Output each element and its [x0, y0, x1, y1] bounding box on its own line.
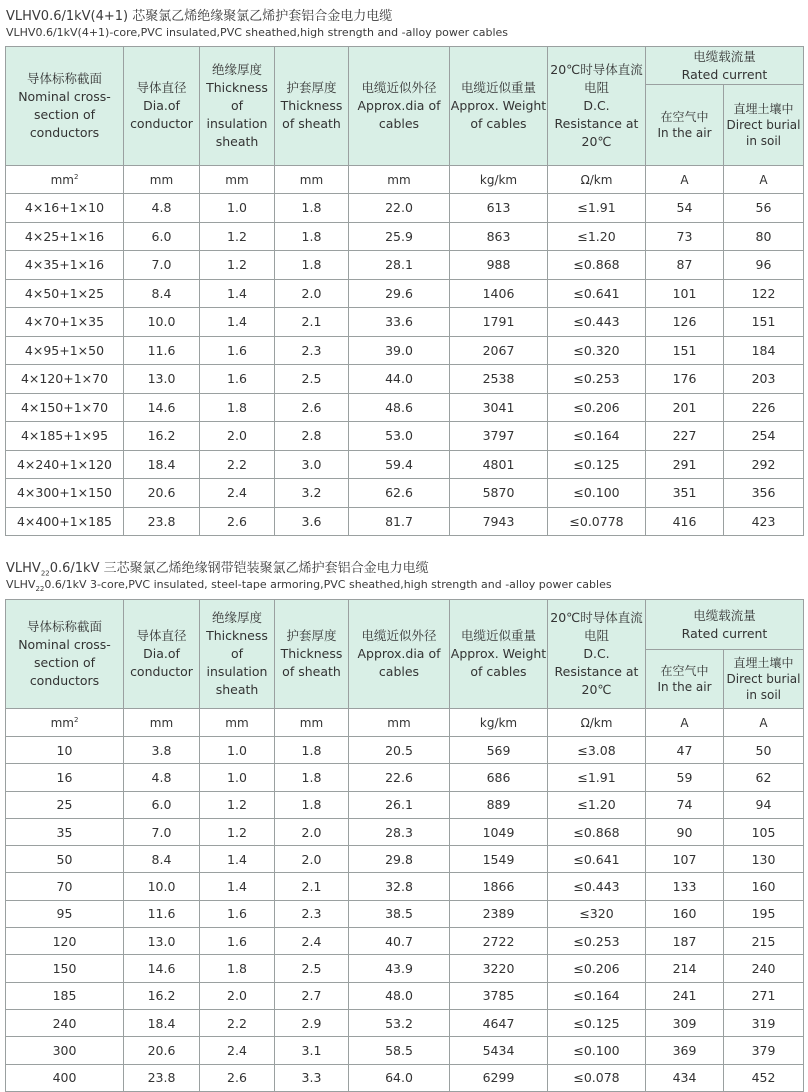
cell-approx-weight: 3785	[450, 982, 548, 1009]
header-in-air: 在空气中 In the air	[646, 650, 724, 709]
cell-conductor-dia: 7.0	[124, 818, 200, 845]
cell-sheath-thickness: 2.5	[275, 955, 349, 982]
unit-air: A	[646, 166, 724, 194]
cell-approx-weight: 1049	[450, 818, 548, 845]
cell-approx-dia: 22.0	[349, 194, 450, 223]
cell-conductor-dia: 18.4	[124, 450, 200, 479]
unit-air: A	[646, 709, 724, 737]
cell-current-air: 241	[646, 982, 724, 1009]
cell-sheath-thickness: 2.1	[275, 308, 349, 337]
cell-sheath-thickness: 3.3	[275, 1064, 349, 1091]
section1-title-en: VLHV0.6/1kV(4+1)-core,PVC insulated,PVC sheathed,high strength and -alloy power cables	[6, 26, 509, 39]
cell-nominal-section: 4×70+1×35	[6, 308, 124, 337]
cell-approx-dia: 81.7	[349, 507, 450, 536]
cell-approx-dia: 62.6	[349, 479, 450, 508]
header-dc-resistance: 20℃时导体直流电阻 D.C. Resistance at 20℃	[548, 600, 646, 709]
header-rated-current: 电缆载流量 Rated current	[646, 47, 804, 85]
cell-insulation-thickness: 1.0	[200, 737, 275, 764]
cell-conductor-dia: 23.8	[124, 1064, 200, 1091]
cell-insulation-thickness: 1.8	[200, 955, 275, 982]
unit-od: mm	[349, 709, 450, 737]
cell-approx-dia: 58.5	[349, 1037, 450, 1064]
cell-approx-dia: 29.6	[349, 279, 450, 308]
cell-nominal-section: 10	[6, 737, 124, 764]
cell-conductor-dia: 10.0	[124, 873, 200, 900]
table-row	[6, 764, 804, 791]
cell-current-air: 176	[646, 365, 724, 394]
cell-approx-dia: 20.5	[349, 737, 450, 764]
cell-nominal-section: 95	[6, 900, 124, 927]
cell-nominal-section: 120	[6, 928, 124, 955]
cell-approx-weight: 889	[450, 791, 548, 818]
cell-dc-resistance: ≤0.100	[548, 1037, 646, 1064]
table-row	[6, 846, 804, 873]
unit-weight: kg/km	[450, 709, 548, 737]
cell-insulation-thickness: 1.6	[200, 900, 275, 927]
cell-approx-weight: 2067	[450, 336, 548, 365]
table-row	[6, 450, 804, 479]
cell-sheath-thickness: 1.8	[275, 737, 349, 764]
cell-conductor-dia: 18.4	[124, 1009, 200, 1036]
cell-current-soil: 184	[724, 336, 804, 365]
cell-insulation-thickness: 1.4	[200, 279, 275, 308]
cell-approx-weight: 1549	[450, 846, 548, 873]
cell-current-soil: 356	[724, 479, 804, 508]
cell-insulation-thickness: 1.4	[200, 873, 275, 900]
cell-sheath-thickness: 2.1	[275, 873, 349, 900]
cell-sheath-thickness: 1.8	[275, 791, 349, 818]
cell-approx-weight: 4801	[450, 450, 548, 479]
cell-current-soil: 80	[724, 222, 804, 251]
cell-current-soil: 94	[724, 791, 804, 818]
cell-sheath-thickness: 2.6	[275, 393, 349, 422]
cell-approx-weight: 1791	[450, 308, 548, 337]
table-row	[6, 336, 804, 365]
cell-conductor-dia: 16.2	[124, 982, 200, 1009]
cell-dc-resistance: ≤1.91	[548, 194, 646, 223]
unit-dia: mm	[124, 166, 200, 194]
cell-insulation-thickness: 1.0	[200, 194, 275, 223]
cell-dc-resistance: ≤0.125	[548, 450, 646, 479]
cell-approx-dia: 26.1	[349, 791, 450, 818]
header-insulation-thickness: 绝缘厚度 Thickness of insulation sheath	[200, 47, 275, 166]
cell-sheath-thickness: 2.9	[275, 1009, 349, 1036]
cell-dc-resistance: ≤3.08	[548, 737, 646, 764]
unit-ins: mm	[200, 166, 275, 194]
header-approx-dia: 电缆近似外径 Approx.dia of cables	[349, 600, 450, 709]
header-in-soil: 直埋土壤中 Direct burial in soil	[724, 650, 804, 709]
cell-sheath-thickness: 1.8	[275, 251, 349, 280]
cell-conductor-dia: 16.2	[124, 422, 200, 451]
cell-nominal-section: 150	[6, 955, 124, 982]
cell-conductor-dia: 4.8	[124, 194, 200, 223]
cell-dc-resistance: ≤0.125	[548, 1009, 646, 1036]
cell-conductor-dia: 6.0	[124, 791, 200, 818]
cell-insulation-thickness: 2.0	[200, 422, 275, 451]
table-row	[6, 928, 804, 955]
cell-conductor-dia: 20.6	[124, 1037, 200, 1064]
cell-sheath-thickness: 2.5	[275, 365, 349, 394]
cell-current-soil: 379	[724, 1037, 804, 1064]
cell-dc-resistance: ≤0.164	[548, 982, 646, 1009]
cell-nominal-section: 16	[6, 764, 124, 791]
section2-title-cn: $VLHV_{22}0.6/1kV$ 三芯聚氯乙烯绝缘钢带铠装聚氯乙烯护套铝合金电力电缆	[6, 561, 429, 578]
cell-current-soil: 50	[724, 737, 804, 764]
header-insulation-thickness: 绝缘厚度 Thickness of insulation sheath	[200, 600, 275, 709]
cell-nominal-section: 4×240+1×120	[6, 450, 124, 479]
cell-conductor-dia: 7.0	[124, 251, 200, 280]
cell-current-air: 187	[646, 928, 724, 955]
cell-dc-resistance: ≤1.91	[548, 764, 646, 791]
cell-insulation-thickness: 2.4	[200, 479, 275, 508]
cell-current-air: 309	[646, 1009, 724, 1036]
cell-approx-weight: 3797	[450, 422, 548, 451]
cell-approx-weight: 686	[450, 764, 548, 791]
cell-current-air: 107	[646, 846, 724, 873]
cell-approx-dia: 29.8	[349, 846, 450, 873]
cell-dc-resistance: ≤0.641	[548, 279, 646, 308]
cell-sheath-thickness: 2.0	[275, 818, 349, 845]
cell-approx-weight: 613	[450, 194, 548, 223]
cell-nominal-section: 185	[6, 982, 124, 1009]
cell-approx-dia: 28.1	[349, 251, 450, 280]
cell-nominal-section: 70	[6, 873, 124, 900]
cell-approx-weight: 3041	[450, 393, 548, 422]
cell-conductor-dia: 11.6	[124, 336, 200, 365]
cell-insulation-thickness: 1.2	[200, 251, 275, 280]
cell-current-soil: 240	[724, 955, 804, 982]
cell-current-soil: 122	[724, 279, 804, 308]
cell-current-soil: 452	[724, 1064, 804, 1091]
unit-weight: kg/km	[450, 166, 548, 194]
table-row	[6, 873, 804, 900]
cell-sheath-thickness: 2.8	[275, 422, 349, 451]
cell-current-soil: 56	[724, 194, 804, 223]
cell-conductor-dia: 13.0	[124, 365, 200, 394]
cell-dc-resistance: ≤0.320	[548, 336, 646, 365]
cell-nominal-section: 4×120+1×70	[6, 365, 124, 394]
cell-dc-resistance: ≤0.443	[548, 308, 646, 337]
cell-current-soil: 62	[724, 764, 804, 791]
cell-current-soil: 423	[724, 507, 804, 536]
header-approx-weight: 电缆近似重量 Approx. Weight of cables	[450, 47, 548, 166]
cell-dc-resistance: ≤0.443	[548, 873, 646, 900]
cell-sheath-thickness: 3.0	[275, 450, 349, 479]
cell-current-air: 369	[646, 1037, 724, 1064]
cell-dc-resistance: ≤0.0778	[548, 507, 646, 536]
cell-approx-dia: 40.7	[349, 928, 450, 955]
unit-nominal: $mm^2$	[6, 166, 124, 194]
cell-current-air: 151	[646, 336, 724, 365]
cell-insulation-thickness: 1.8	[200, 393, 275, 422]
cell-approx-dia: 44.0	[349, 365, 450, 394]
table-row	[6, 393, 804, 422]
cell-current-air: 227	[646, 422, 724, 451]
cell-current-soil: 160	[724, 873, 804, 900]
cell-nominal-section: 240	[6, 1009, 124, 1036]
cell-approx-dia: 39.0	[349, 336, 450, 365]
table-row	[6, 791, 804, 818]
cable-spec-table-4plus1	[5, 46, 804, 536]
unit-soil: A	[724, 709, 804, 737]
cell-current-soil: 151	[724, 308, 804, 337]
cell-approx-weight: 4647	[450, 1009, 548, 1036]
cell-insulation-thickness: 2.6	[200, 1064, 275, 1091]
table-row	[6, 308, 804, 337]
cell-sheath-thickness: 3.1	[275, 1037, 349, 1064]
cell-current-air: 126	[646, 308, 724, 337]
header-conductor-dia: 导体直径 Dia.of conductor	[124, 600, 200, 709]
cell-dc-resistance: ≤0.206	[548, 955, 646, 982]
table-row	[6, 251, 804, 280]
cell-current-soil: 195	[724, 900, 804, 927]
cell-conductor-dia: 20.6	[124, 479, 200, 508]
cell-approx-dia: 48.6	[349, 393, 450, 422]
cell-current-soil: 226	[724, 393, 804, 422]
unit-nominal: $mm^2$	[6, 709, 124, 737]
cell-conductor-dia: 6.0	[124, 222, 200, 251]
cell-approx-weight: 988	[450, 251, 548, 280]
header-nominal-section: 导体标称截面 Nominal cross-section of conductors	[6, 47, 124, 166]
cell-dc-resistance: ≤1.20	[548, 222, 646, 251]
cell-nominal-section: 35	[6, 818, 124, 845]
cell-current-air: 47	[646, 737, 724, 764]
table-row	[6, 818, 804, 845]
cell-insulation-thickness: 2.0	[200, 982, 275, 1009]
cell-approx-dia: 48.0	[349, 982, 450, 1009]
cell-current-air: 214	[646, 955, 724, 982]
cell-approx-weight: 2389	[450, 900, 548, 927]
cell-conductor-dia: 8.4	[124, 846, 200, 873]
cell-sheath-thickness: 2.0	[275, 279, 349, 308]
table-row	[6, 1037, 804, 1064]
cell-dc-resistance: ≤0.206	[548, 393, 646, 422]
cell-nominal-section: 4×25+1×16	[6, 222, 124, 251]
cell-sheath-thickness: 2.0	[275, 846, 349, 873]
cell-sheath-thickness: 1.8	[275, 222, 349, 251]
cell-dc-resistance: ≤1.20	[548, 791, 646, 818]
cell-insulation-thickness: 1.4	[200, 308, 275, 337]
cell-conductor-dia: 3.8	[124, 737, 200, 764]
table-row	[6, 737, 804, 764]
table-row	[6, 222, 804, 251]
cell-insulation-thickness: 1.2	[200, 791, 275, 818]
cell-sheath-thickness: 2.3	[275, 900, 349, 927]
unit-ins: mm	[200, 709, 275, 737]
cell-current-air: 87	[646, 251, 724, 280]
cell-insulation-thickness: 1.6	[200, 336, 275, 365]
cell-approx-dia: 53.0	[349, 422, 450, 451]
unit-od: mm	[349, 166, 450, 194]
cell-sheath-thickness: 2.7	[275, 982, 349, 1009]
cell-insulation-thickness: 1.6	[200, 928, 275, 955]
cell-nominal-section: 4×150+1×70	[6, 393, 124, 422]
unit-res: Ω/km	[548, 709, 646, 737]
cell-insulation-thickness: 1.4	[200, 846, 275, 873]
cell-current-soil: 254	[724, 422, 804, 451]
header-approx-weight: 电缆近似重量 Approx. Weight of cables	[450, 600, 548, 709]
cell-approx-weight: 3220	[450, 955, 548, 982]
cell-current-soil: 292	[724, 450, 804, 479]
cell-approx-weight: 1406	[450, 279, 548, 308]
cell-current-air: 73	[646, 222, 724, 251]
unit-dia: mm	[124, 709, 200, 737]
table-row	[6, 900, 804, 927]
table-row	[6, 365, 804, 394]
cell-dc-resistance: ≤0.100	[548, 479, 646, 508]
cell-nominal-section: 25	[6, 791, 124, 818]
cell-current-air: 351	[646, 479, 724, 508]
cable-spec-table-3core-armored	[5, 599, 804, 1092]
cell-conductor-dia: 14.6	[124, 393, 200, 422]
cell-current-soil: 130	[724, 846, 804, 873]
cell-sheath-thickness: 2.3	[275, 336, 349, 365]
header-in-soil: 直埋土壤中 Direct burial in soil	[724, 85, 804, 166]
section1-title-cn: VLHV0.6/1kV(4+1) 芯聚氯乙烯绝缘聚氯乙烯护套铝合金电力电缆	[6, 9, 393, 24]
cell-current-air: 54	[646, 194, 724, 223]
table-row	[6, 279, 804, 308]
cell-insulation-thickness: 1.0	[200, 764, 275, 791]
cell-nominal-section: 4×35+1×16	[6, 251, 124, 280]
header-conductor-dia: 导体直径 Dia.of conductor	[124, 47, 200, 166]
cell-approx-dia: 59.4	[349, 450, 450, 479]
cell-approx-weight: 7943	[450, 507, 548, 536]
table-row	[6, 982, 804, 1009]
header-rated-current: 电缆载流量 Rated current	[646, 600, 804, 650]
cell-approx-dia: 43.9	[349, 955, 450, 982]
cell-approx-weight: 2538	[450, 365, 548, 394]
cell-current-air: 101	[646, 279, 724, 308]
table-row	[6, 955, 804, 982]
cell-current-air: 201	[646, 393, 724, 422]
header-approx-dia: 电缆近似外径 Approx.dia of cables	[349, 47, 450, 166]
cell-insulation-thickness: 1.2	[200, 222, 275, 251]
cell-current-soil: 105	[724, 818, 804, 845]
cell-approx-dia: 38.5	[349, 900, 450, 927]
cell-approx-dia: 53.2	[349, 1009, 450, 1036]
cell-nominal-section: 4×185+1×95	[6, 422, 124, 451]
cell-approx-weight: 863	[450, 222, 548, 251]
header-in-air: 在空气中 In the air	[646, 85, 724, 166]
cell-approx-dia: 28.3	[349, 818, 450, 845]
cell-dc-resistance: ≤0.641	[548, 846, 646, 873]
cell-dc-resistance: ≤0.868	[548, 818, 646, 845]
unit-res: Ω/km	[548, 166, 646, 194]
cell-approx-weight: 569	[450, 737, 548, 764]
cell-nominal-section: 300	[6, 1037, 124, 1064]
cell-conductor-dia: 8.4	[124, 279, 200, 308]
cell-approx-dia: 22.6	[349, 764, 450, 791]
cell-nominal-section: 50	[6, 846, 124, 873]
cell-current-air: 90	[646, 818, 724, 845]
cell-nominal-section: 400	[6, 1064, 124, 1091]
section2-title-en: $VLHV_{22}0.6/1kV$ 3-core,PVC insulated, steel-tape armoring,PVC sheathed,high strength and -alloy power cables	[6, 578, 612, 594]
cell-dc-resistance: ≤320	[548, 900, 646, 927]
cell-current-soil: 215	[724, 928, 804, 955]
table-row	[6, 1009, 804, 1036]
cell-sheath-thickness: 2.4	[275, 928, 349, 955]
cell-conductor-dia: 4.8	[124, 764, 200, 791]
cell-approx-dia: 25.9	[349, 222, 450, 251]
unit-sheath: mm	[275, 166, 349, 194]
unit-sheath: mm	[275, 709, 349, 737]
cell-current-soil: 203	[724, 365, 804, 394]
table-row	[6, 507, 804, 536]
cell-dc-resistance: ≤0.253	[548, 928, 646, 955]
cell-nominal-section: 4×400+1×185	[6, 507, 124, 536]
header-sheath-thickness: 护套厚度 Thickness of sheath	[275, 600, 349, 709]
cell-sheath-thickness: 1.8	[275, 194, 349, 223]
cell-current-air: 59	[646, 764, 724, 791]
table-row	[6, 194, 804, 223]
cell-sheath-thickness: 3.6	[275, 507, 349, 536]
cell-current-air: 160	[646, 900, 724, 927]
cell-insulation-thickness: 2.2	[200, 450, 275, 479]
cell-approx-weight: 5870	[450, 479, 548, 508]
cell-nominal-section: 4×95+1×50	[6, 336, 124, 365]
header-sheath-thickness: 护套厚度 Thickness of sheath	[275, 47, 349, 166]
cell-approx-weight: 2722	[450, 928, 548, 955]
cell-insulation-thickness: 2.2	[200, 1009, 275, 1036]
cell-approx-weight: 6299	[450, 1064, 548, 1091]
table-row	[6, 422, 804, 451]
cell-approx-dia: 64.0	[349, 1064, 450, 1091]
cell-dc-resistance: ≤0.868	[548, 251, 646, 280]
cell-dc-resistance: ≤0.078	[548, 1064, 646, 1091]
cell-sheath-thickness: 1.8	[275, 764, 349, 791]
cell-conductor-dia: 11.6	[124, 900, 200, 927]
cell-approx-dia: 32.8	[349, 873, 450, 900]
cell-current-air: 133	[646, 873, 724, 900]
cell-dc-resistance: ≤0.253	[548, 365, 646, 394]
cell-current-air: 74	[646, 791, 724, 818]
header-nominal-section: 导体标称截面 Nominal cross-section of conductors	[6, 600, 124, 709]
cell-current-air: 291	[646, 450, 724, 479]
cell-insulation-thickness: 2.6	[200, 507, 275, 536]
cell-nominal-section: 4×16+1×10	[6, 194, 124, 223]
header-dc-resistance: 20℃时导体直流电阻 D.C. Resistance at 20℃	[548, 47, 646, 166]
cell-insulation-thickness: 2.4	[200, 1037, 275, 1064]
cell-dc-resistance: ≤0.164	[548, 422, 646, 451]
cell-current-soil: 96	[724, 251, 804, 280]
cell-nominal-section: 4×50+1×25	[6, 279, 124, 308]
cell-current-soil: 271	[724, 982, 804, 1009]
cell-approx-dia: 33.6	[349, 308, 450, 337]
cell-current-air: 416	[646, 507, 724, 536]
unit-soil: A	[724, 166, 804, 194]
cell-approx-weight: 5434	[450, 1037, 548, 1064]
cell-conductor-dia: 14.6	[124, 955, 200, 982]
cell-nominal-section: 4×300+1×150	[6, 479, 124, 508]
cell-sheath-thickness: 3.2	[275, 479, 349, 508]
cell-conductor-dia: 10.0	[124, 308, 200, 337]
cell-conductor-dia: 13.0	[124, 928, 200, 955]
table-row	[6, 1064, 804, 1091]
cell-current-soil: 319	[724, 1009, 804, 1036]
cell-approx-weight: 1866	[450, 873, 548, 900]
cell-current-air: 434	[646, 1064, 724, 1091]
cell-conductor-dia: 23.8	[124, 507, 200, 536]
cell-insulation-thickness: 1.2	[200, 818, 275, 845]
table-row	[6, 479, 804, 508]
cell-insulation-thickness: 1.6	[200, 365, 275, 394]
